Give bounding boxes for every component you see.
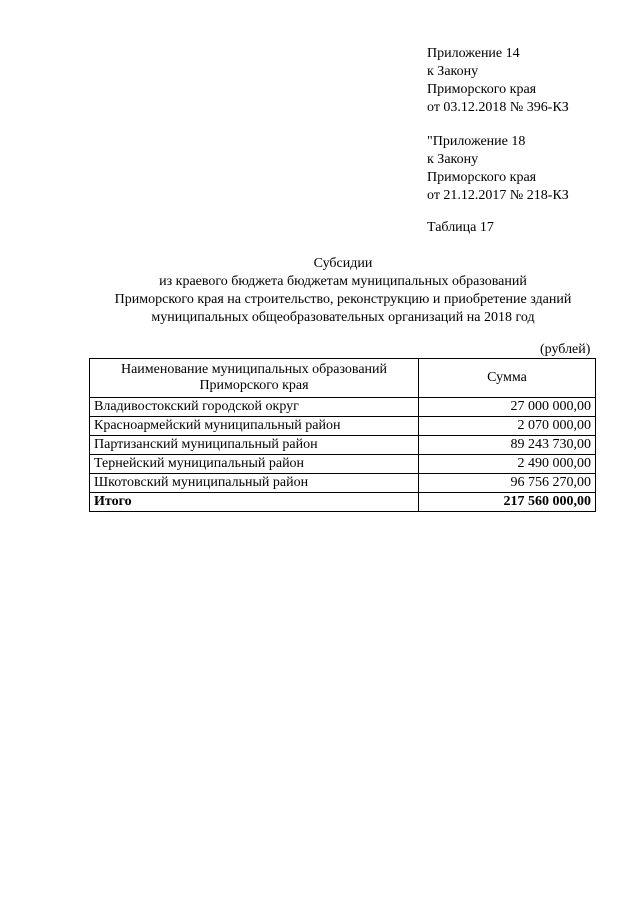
column-header-amount: Сумма bbox=[419, 359, 596, 398]
title-line: из краевого бюджета бюджетам муниципальных образований bbox=[159, 274, 527, 289]
attachment-line: к Закону bbox=[427, 152, 479, 167]
document-title bbox=[0, 255, 640, 327]
subsidy-amount: 89 243 730,00 bbox=[419, 436, 596, 455]
attachment-line: "Приложение 18 bbox=[427, 134, 526, 149]
title-line: муниципальных общеобразовательных организаций на 2018 год bbox=[151, 310, 535, 325]
attachment-line: Приморского края bbox=[427, 170, 537, 185]
total-amount: 217 560 000,00 bbox=[419, 493, 596, 512]
total-label: Итого bbox=[90, 493, 419, 512]
attachment-line: от 21.12.2017 № 218-КЗ bbox=[427, 188, 569, 203]
municipality-name: Тернейский муниципальный район bbox=[90, 455, 419, 474]
unit-label: (рублей) bbox=[540, 342, 591, 357]
subsidy-amount: 27 000 000,00 bbox=[419, 398, 596, 417]
table-row bbox=[90, 474, 596, 493]
attachment-18-header bbox=[427, 133, 569, 205]
municipality-name: Красноармейский муниципальный район bbox=[90, 417, 419, 436]
column-header-name-line2: Приморского края bbox=[199, 378, 309, 393]
attachment-14-header bbox=[427, 45, 569, 117]
attachment-line: Приложение 14 bbox=[427, 46, 520, 61]
table-row bbox=[90, 455, 596, 474]
municipality-name: Партизанский муниципальный район bbox=[90, 436, 419, 455]
title-line: Субсидии bbox=[313, 256, 373, 271]
table-header-row bbox=[90, 359, 596, 398]
total-row bbox=[90, 493, 596, 512]
subsidy-table bbox=[89, 358, 596, 512]
subsidy-amount: 2 070 000,00 bbox=[419, 417, 596, 436]
municipality-name: Владивостокский городской округ bbox=[90, 398, 419, 417]
column-header-name bbox=[90, 359, 419, 398]
attachment-line: Приморского края bbox=[427, 82, 537, 97]
municipality-name: Шкотовский муниципальный район bbox=[90, 474, 419, 493]
title-line: Приморского края на строительство, реконструкцию и приобретение зданий bbox=[114, 292, 572, 307]
table-number: Таблица 17 bbox=[427, 220, 494, 235]
table-row bbox=[90, 398, 596, 417]
column-header-name-line1: Наименование муниципальных образований bbox=[120, 362, 388, 377]
table-row bbox=[90, 436, 596, 455]
subsidy-amount: 2 490 000,00 bbox=[419, 455, 596, 474]
attachment-line: к Закону bbox=[427, 64, 479, 79]
table-row bbox=[90, 417, 596, 436]
attachment-line: от 03.12.2018 № 396-КЗ bbox=[427, 100, 569, 115]
subsidy-amount: 96 756 270,00 bbox=[419, 474, 596, 493]
